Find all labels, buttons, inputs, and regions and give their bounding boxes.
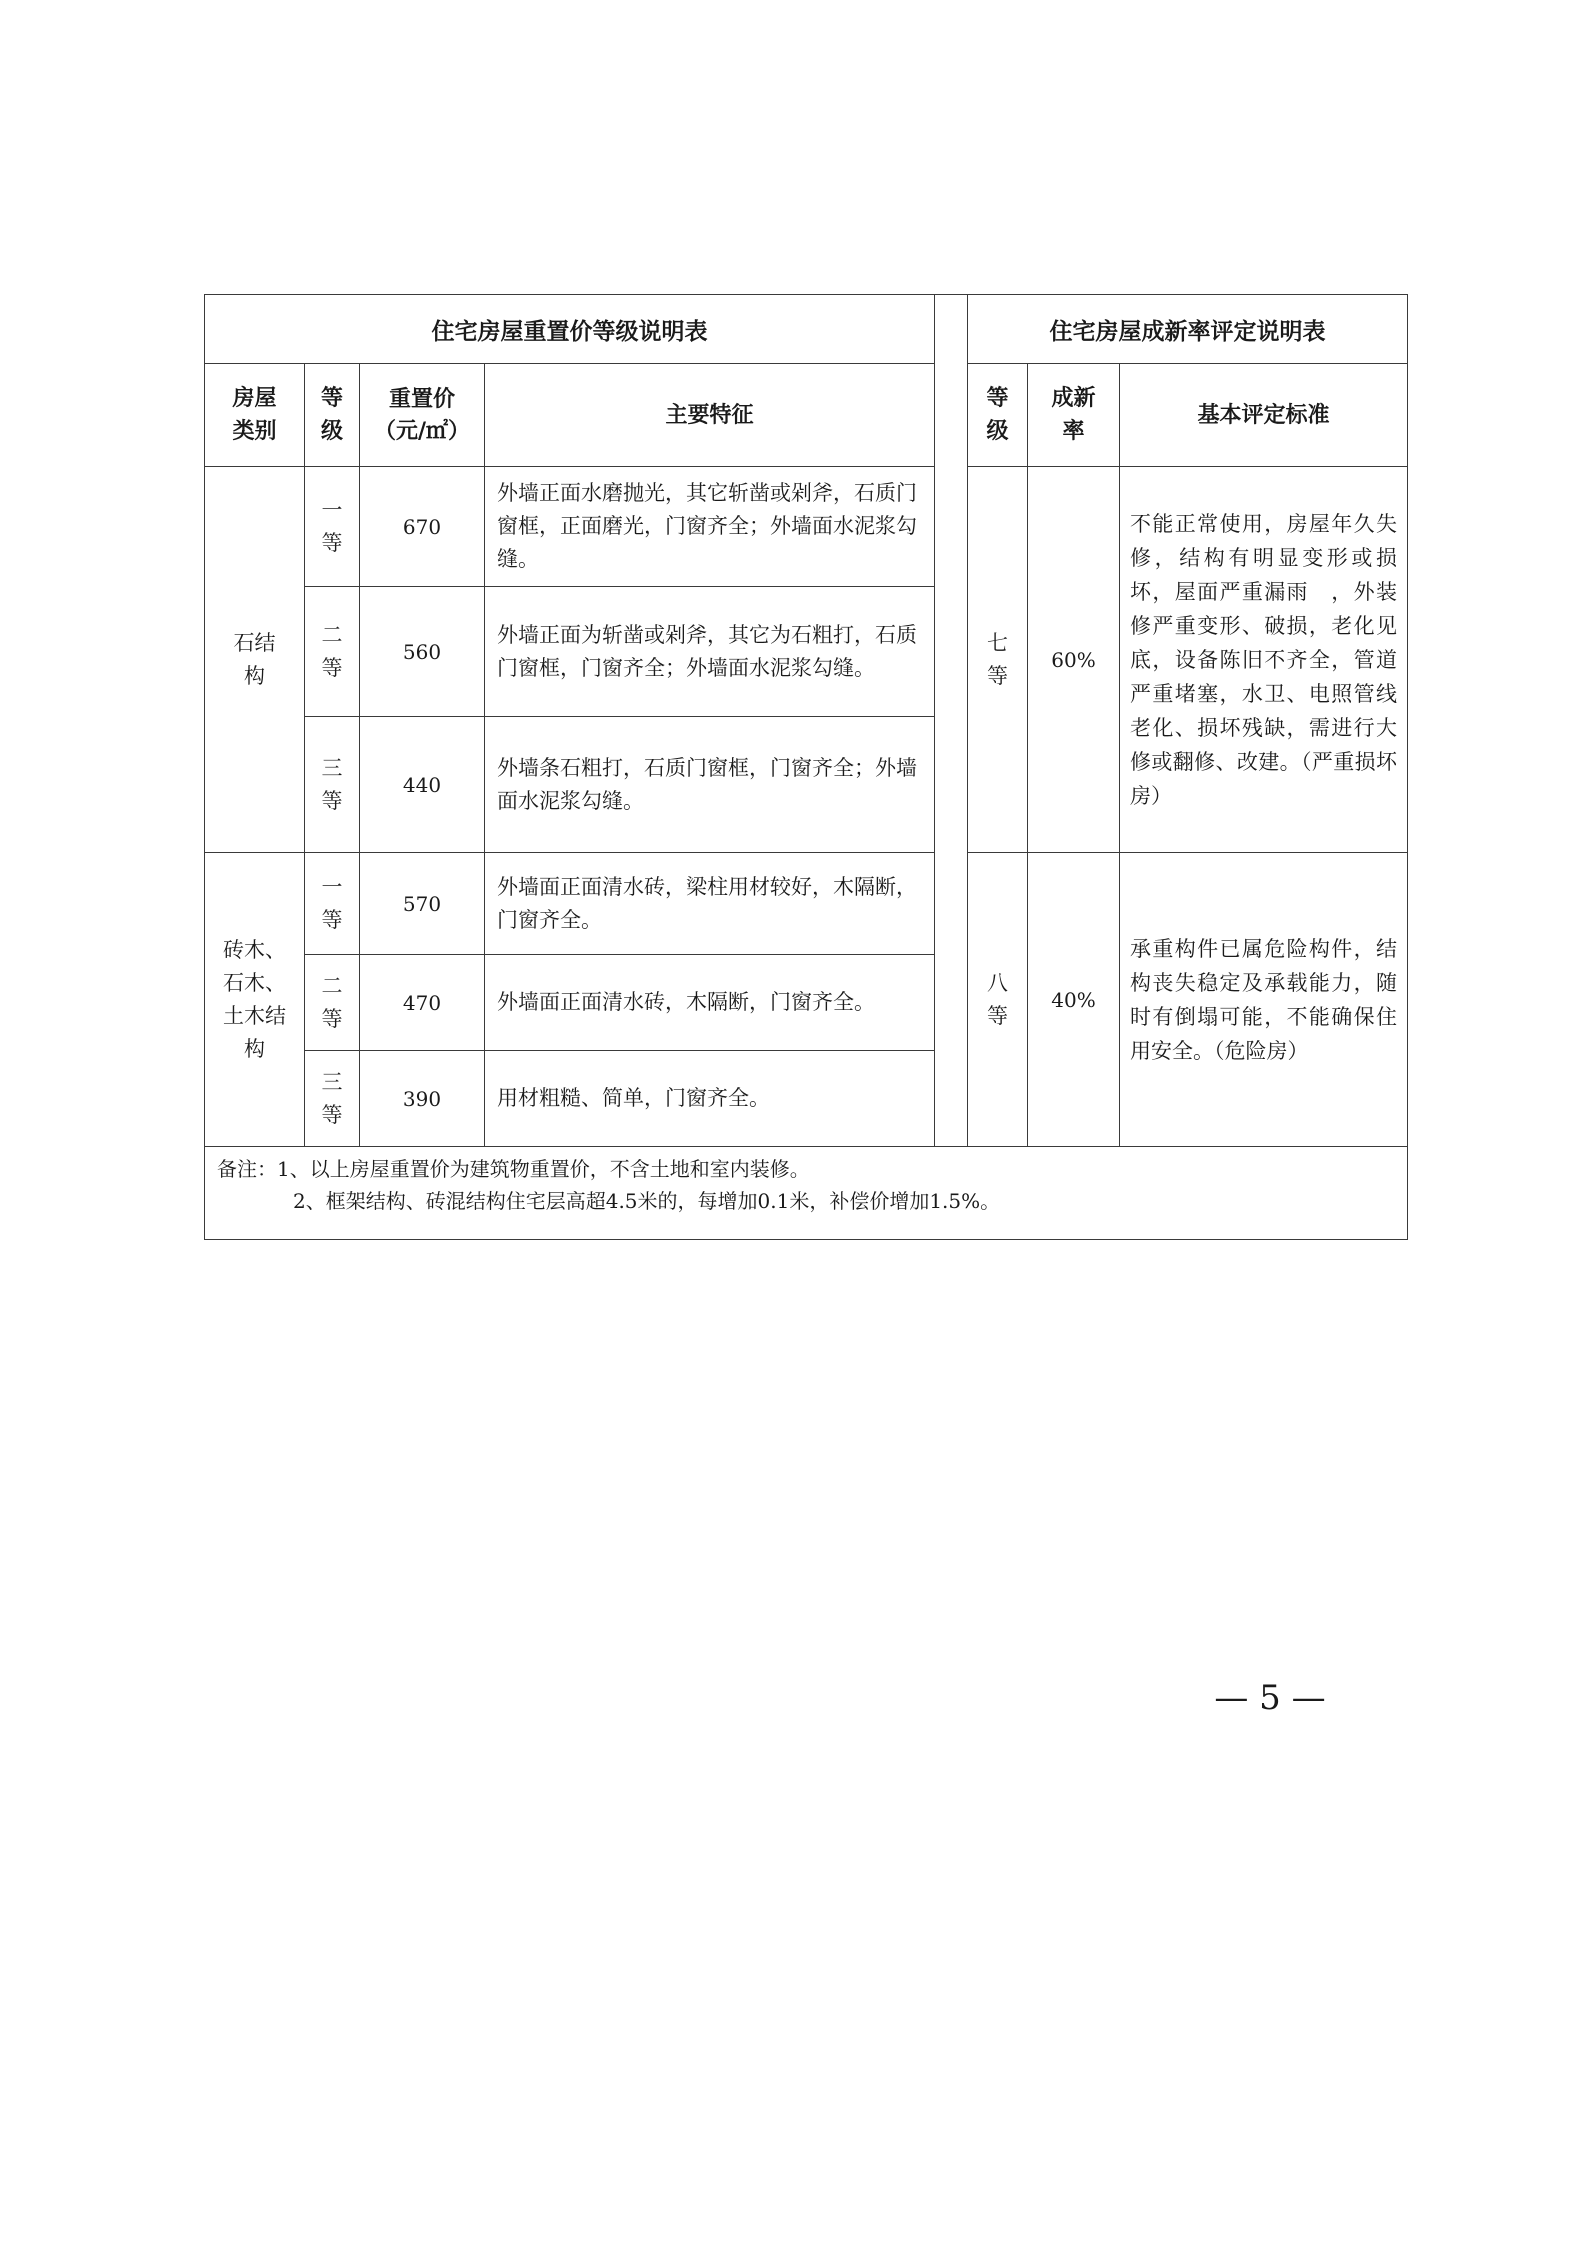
header-price: 重置价 （元/㎡） bbox=[360, 364, 485, 467]
right-grade-cell: 七等 bbox=[968, 467, 1028, 853]
features-cell: 外墙条石粗打，石质门窗框，门窗齐全；外墙面水泥浆勾缝。 bbox=[485, 717, 935, 853]
table-row bbox=[205, 467, 1408, 587]
rate-cell: 60% bbox=[1028, 467, 1120, 853]
grade-cell: 三等 bbox=[305, 717, 360, 853]
page-number: — 5 — bbox=[1214, 1678, 1326, 1718]
features-cell: 外墙面正面清水砖，木隔断，门窗齐全。 bbox=[485, 955, 935, 1051]
header-right-grade: 等级 bbox=[968, 364, 1028, 467]
note-line-2: 2、框架结构、砖混结构住宅层高超4.5米的，每增加0.1米，补偿价增加1.5%。 bbox=[293, 1189, 1001, 1213]
note-line-1: 备注：1、以上房屋重置价为建筑物重置价，不含土地和室内装修。 bbox=[217, 1157, 810, 1181]
header-features: 主要特征 bbox=[485, 364, 935, 467]
price-cell: 560 bbox=[360, 587, 485, 717]
price-cell: 670 bbox=[360, 467, 485, 587]
grade-cell: 二等 bbox=[305, 955, 360, 1051]
header-category: 房屋类别 bbox=[205, 364, 305, 467]
standard-cell: 不能正常使用，房屋年久失修，结构有明显变形或损坏，屋面严重漏雨 ，外装修严重变形、破损，老化见底，设备陈旧不齐全，管道严重堵塞，水卫、电照管线老化、损坏残缺，需进行大修或翻修、改建。（严重损坏房） bbox=[1120, 467, 1408, 853]
features-cell: 外墙正面水磨抛光，其它斩凿或剁斧，石质门窗框，正面磨光，门窗齐全；外墙面水泥浆勾缝。 bbox=[485, 467, 935, 587]
features-cell: 外墙面正面清水砖，梁柱用材较好，木隔断，门窗齐全。 bbox=[485, 853, 935, 955]
grade-cell: 二等 bbox=[305, 587, 360, 717]
table-row bbox=[205, 853, 1408, 955]
notes bbox=[205, 1147, 1408, 1240]
category-cell: 石结构 bbox=[205, 467, 305, 853]
category-cell: 砖木、石木、土木结构 bbox=[205, 853, 305, 1147]
right-table-title: 住宅房屋成新率评定说明表 bbox=[968, 295, 1408, 364]
rate-cell: 40% bbox=[1028, 853, 1120, 1147]
right-grade-cell: 八等 bbox=[968, 853, 1028, 1147]
grade-cell: 三等 bbox=[305, 1051, 360, 1147]
header-rate: 成新率 bbox=[1028, 364, 1120, 467]
price-cell: 470 bbox=[360, 955, 485, 1051]
features-cell: 外墙正面为斩凿或剁斧，其它为石粗打，石质门窗框，门窗齐全；外墙面水泥浆勾缝。 bbox=[485, 587, 935, 717]
price-cell: 390 bbox=[360, 1051, 485, 1147]
grade-cell: 一等 bbox=[305, 467, 360, 587]
housing-tables bbox=[204, 294, 1408, 1240]
price-cell: 440 bbox=[360, 717, 485, 853]
header-standard: 基本评定标准 bbox=[1120, 364, 1408, 467]
standard-cell: 承重构件已属危险构件，结构丧失稳定及承载能力，随时有倒塌可能，不能确保住用安全。（危险房） bbox=[1120, 853, 1408, 1147]
features-cell: 用材粗糙、简单，门窗齐全。 bbox=[485, 1051, 935, 1147]
table-separator bbox=[935, 295, 968, 1147]
header-grade: 等级 bbox=[305, 364, 360, 467]
left-table-title: 住宅房屋重置价等级说明表 bbox=[205, 295, 935, 364]
grade-cell: 一等 bbox=[305, 853, 360, 955]
price-cell: 570 bbox=[360, 853, 485, 955]
